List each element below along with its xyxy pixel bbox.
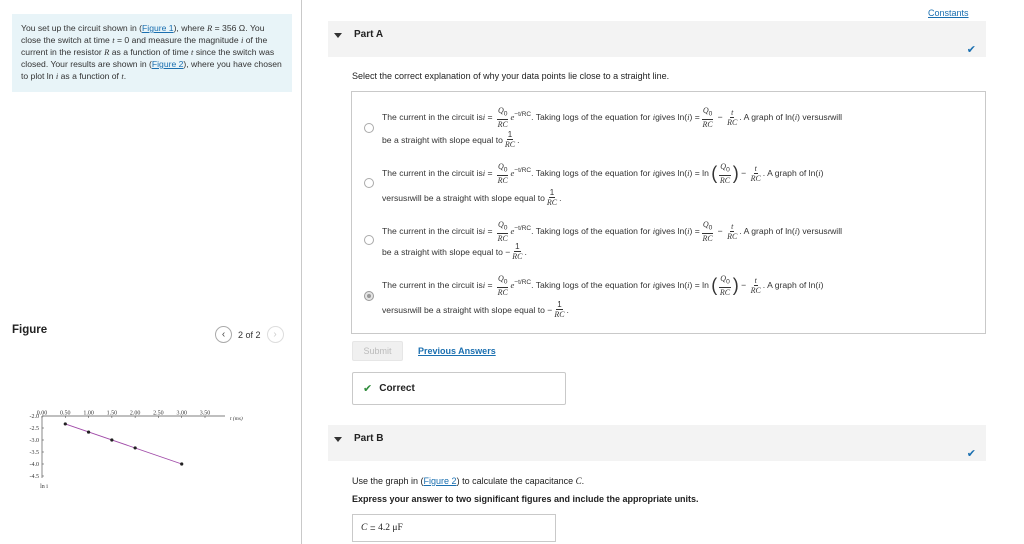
math-var: i bbox=[652, 168, 656, 179]
x-axis-label: t (ms) bbox=[230, 416, 243, 422]
feedback-text: Correct bbox=[379, 383, 415, 394]
var-c: C bbox=[361, 523, 368, 533]
math-num: 1 bbox=[507, 130, 513, 139]
figure-pager bbox=[215, 326, 284, 343]
math-num: 1 bbox=[549, 188, 555, 197]
y-axis-label: ln i bbox=[40, 484, 48, 490]
math-var: i bbox=[687, 168, 690, 179]
problem-text: of the current in the resistor bbox=[21, 35, 268, 57]
math-var: RC bbox=[497, 287, 508, 297]
question-text: ) to calculate the capacitance bbox=[456, 476, 576, 486]
radio-button[interactable] bbox=[364, 235, 374, 245]
figure-2-link[interactable]: Figure 2 bbox=[423, 476, 457, 486]
math-var: e bbox=[510, 226, 515, 237]
option-text: The current in the circuit is bbox=[382, 112, 483, 123]
option-text: will bbox=[830, 226, 843, 237]
var-t: t bbox=[121, 71, 124, 81]
math-var: RC bbox=[546, 198, 558, 207]
math-var: RC bbox=[497, 175, 508, 185]
math-var: i bbox=[818, 168, 821, 179]
data-point bbox=[180, 462, 183, 465]
y-tick-label: -2.5 bbox=[29, 426, 39, 432]
option-text: ) versus bbox=[797, 226, 828, 237]
math-var: RC bbox=[497, 233, 508, 243]
part-a-title: Part A bbox=[354, 29, 384, 40]
math-var: i bbox=[687, 112, 690, 123]
problem-text: as a function of bbox=[58, 71, 122, 81]
option-text: will be a straight with slope equal to bbox=[409, 192, 545, 203]
math-var: Q bbox=[497, 274, 504, 283]
fraction bbox=[497, 220, 508, 243]
math-var: RC bbox=[702, 119, 713, 129]
math-var: Q bbox=[720, 274, 727, 283]
math-var: t bbox=[731, 107, 734, 117]
math-sub: 0 bbox=[503, 166, 508, 174]
figure-1-link[interactable]: Figure 1 bbox=[142, 23, 174, 33]
math-var: RC bbox=[554, 310, 565, 319]
fraction bbox=[702, 106, 713, 129]
fraction bbox=[719, 274, 730, 297]
math-var: Q bbox=[497, 106, 504, 115]
y-tick-label: -4.0 bbox=[29, 462, 39, 468]
part-b-instruction: Express your answer to two significant figures and include the appropriate units. bbox=[352, 494, 699, 504]
math-var: i bbox=[652, 112, 656, 123]
option-text: gives ln( bbox=[655, 168, 688, 179]
math-var: t bbox=[827, 226, 831, 237]
option-text: . Taking logs of the equation for bbox=[531, 168, 651, 179]
option-text: ) bbox=[820, 168, 824, 179]
problem-text: . bbox=[123, 71, 127, 81]
math-var: RC bbox=[727, 231, 738, 241]
math-var: t bbox=[407, 192, 410, 203]
option-line: be a straight with slope equal to − $\frac{1}{RC}$ . bbox=[382, 242, 527, 261]
x-tick-label: 0.00 bbox=[36, 410, 48, 417]
fraction bbox=[547, 188, 557, 207]
option-text: ) bbox=[820, 280, 824, 291]
figure-2-link[interactable]: Figure 2 bbox=[151, 59, 184, 69]
option-text: be a straight with slope equal to bbox=[382, 134, 503, 145]
part-b-header[interactable] bbox=[328, 425, 986, 461]
x-tick-label: 1.50 bbox=[106, 410, 118, 417]
option-text: . A graph of ln( bbox=[739, 226, 795, 237]
constants-link[interactable]: Constants bbox=[928, 8, 969, 18]
radio-button[interactable] bbox=[364, 178, 374, 188]
math-var: t bbox=[407, 304, 410, 315]
chevron-right-icon[interactable]: › bbox=[267, 326, 284, 343]
part-a-question: Select the correct explanation of why your data points lie close to a straight line. bbox=[352, 71, 670, 81]
radio-button[interactable] bbox=[364, 123, 374, 133]
data-point bbox=[134, 446, 137, 449]
chevron-left-icon[interactable]: ‹ bbox=[215, 326, 232, 343]
figure-counter: 2 of 2 bbox=[238, 329, 261, 340]
part-b-title: Part B bbox=[354, 433, 384, 444]
y-tick-label: -2.0 bbox=[29, 414, 39, 420]
option-text: ) versus bbox=[797, 112, 828, 123]
math-var: RC bbox=[750, 285, 761, 295]
math-var: e bbox=[510, 112, 515, 123]
exponent: −t/RC bbox=[514, 166, 532, 174]
fraction bbox=[751, 164, 761, 183]
feedback-box bbox=[352, 372, 566, 405]
x-tick-label: 2.00 bbox=[129, 410, 141, 417]
option-line: The current in the circuit is i = $\frac{Q_0}{RC}$ e −t/RC . Taking logs of the equation for i gives ln( i ) = $\frac{Q_0}{RC}$ − $\frac{t}{RC}$ . A graph of ln( i ) versus t will bbox=[382, 220, 843, 243]
option-line: versus t will be a straight with slope equal to − $\frac{1}{RC}$ . bbox=[382, 300, 569, 319]
previous-answers-link[interactable]: Previous Answers bbox=[418, 346, 496, 356]
problem-text: = 0 and measure the magnitude bbox=[114, 35, 241, 45]
collapse-triangle-icon[interactable] bbox=[334, 437, 342, 442]
math-var: RC bbox=[504, 140, 516, 149]
math-var: i bbox=[794, 226, 798, 237]
math-var: RC bbox=[719, 287, 731, 297]
math-var: Q bbox=[702, 106, 709, 115]
var-r: R bbox=[104, 47, 110, 57]
option-line: The current in the circuit is i = $\frac{Q_0}{RC}$ e −t/RC . Taking logs of the equation for i gives ln( i ) = ln ( $\frac{Q_0}{RC}$ ) − $\frac{t}{RC}$ . A graph of ln( i ) bbox=[382, 274, 824, 297]
math-var: RC bbox=[727, 117, 738, 127]
option-text: . A graph of ln( bbox=[762, 280, 819, 291]
problem-pane bbox=[0, 0, 302, 544]
ln-i-vs-t-chart bbox=[20, 408, 270, 508]
fraction bbox=[512, 242, 522, 261]
math-var: e bbox=[510, 168, 515, 179]
fraction bbox=[727, 108, 737, 127]
math-var: t bbox=[754, 163, 757, 173]
math-var: t bbox=[827, 112, 831, 123]
math-var: RC bbox=[702, 233, 713, 243]
math-sub: 0 bbox=[708, 110, 713, 118]
y-tick-label: -4.5 bbox=[29, 474, 39, 480]
x-tick-label: 1.00 bbox=[83, 410, 94, 417]
math-var: i bbox=[687, 226, 690, 237]
option-text: gives ln( bbox=[655, 280, 688, 291]
math-sub: 0 bbox=[726, 278, 730, 286]
check-icon: ✔ bbox=[966, 448, 976, 460]
submit-button[interactable]: Submit bbox=[352, 341, 403, 361]
option-text: . A graph of ln( bbox=[739, 112, 795, 123]
option-text: . Taking logs of the equation for bbox=[531, 112, 651, 123]
option-text: be a straight with slope equal to − bbox=[382, 246, 511, 257]
answer-options bbox=[351, 91, 986, 334]
option-text: versus bbox=[382, 192, 408, 203]
math-num: 1 bbox=[557, 300, 562, 309]
math-var: Q bbox=[702, 220, 709, 229]
problem-text: as a function of time bbox=[109, 47, 192, 57]
fraction bbox=[497, 106, 508, 129]
fraction bbox=[497, 274, 508, 297]
fraction bbox=[727, 222, 737, 241]
option-text: gives ln( bbox=[655, 112, 688, 123]
option-text: . A graph of ln( bbox=[762, 168, 819, 179]
x-tick-label: 2.50 bbox=[153, 410, 164, 417]
math-var: RC bbox=[512, 252, 523, 261]
figure-label: Figure bbox=[12, 324, 48, 336]
question-text: . bbox=[581, 476, 585, 486]
math-var: i bbox=[652, 280, 656, 291]
math-sub: 0 bbox=[503, 278, 508, 286]
option-line: be a straight with slope equal to $\frac{1}{RC}$ . bbox=[382, 130, 520, 149]
math-var: i bbox=[482, 226, 486, 237]
math-var: RC bbox=[497, 119, 508, 129]
part-b-question bbox=[352, 476, 584, 486]
math-var: t bbox=[731, 221, 734, 231]
question-text: Use the graph in ( bbox=[352, 476, 424, 486]
data-point bbox=[110, 438, 113, 441]
var-i: i bbox=[55, 71, 59, 81]
problem-text: = 356 Ω. You close the switch at time bbox=[21, 23, 265, 45]
exponent: −t/RC bbox=[514, 110, 532, 118]
exponent: −t/RC bbox=[514, 278, 532, 286]
option-text: versus bbox=[382, 304, 408, 315]
fraction bbox=[505, 130, 515, 149]
problem-text: since the switch was closed. Your results are shown in ( bbox=[21, 47, 275, 69]
math-sub: 0 bbox=[503, 224, 508, 232]
x-tick-label: 3.50 bbox=[199, 410, 211, 417]
problem-statement bbox=[12, 14, 292, 92]
problem-text: You set up the circuit shown in ( bbox=[21, 23, 143, 33]
math-sub: 0 bbox=[503, 110, 508, 118]
option-text: ) = ln bbox=[689, 168, 709, 179]
x-tick-label: 3.00 bbox=[176, 410, 187, 417]
problem-text: ), where you have chosen to plot ln bbox=[21, 59, 282, 81]
math-var: i bbox=[482, 112, 486, 123]
option-text: ) = bbox=[689, 112, 700, 123]
option-line: versus t will be a straight with slope equal to $\frac{1}{RC}$ . bbox=[382, 188, 562, 207]
var-t: t bbox=[112, 35, 115, 45]
data-point bbox=[64, 422, 67, 425]
var-i: i bbox=[241, 35, 244, 45]
x-tick-label: 0.50 bbox=[60, 410, 71, 417]
answer-input[interactable] bbox=[352, 514, 556, 542]
fraction bbox=[497, 162, 508, 185]
option-line: The current in the circuit is i = $\frac{Q_0}{RC}$ e −t/RC . Taking logs of the equation for i gives ln( i ) = ln ( $\frac{Q_0}{RC}$ ) − $\frac{t}{RC}$ . A graph of ln( i ) bbox=[382, 162, 824, 185]
math-sub: 0 bbox=[726, 166, 730, 174]
option-text: . Taking logs of the equation for bbox=[531, 226, 651, 237]
math-var: t bbox=[754, 275, 757, 285]
option-text: gives ln( bbox=[655, 226, 688, 237]
math-var: i bbox=[482, 168, 486, 179]
math-var: RC bbox=[750, 173, 761, 183]
math-var: i bbox=[652, 226, 656, 237]
math-sub: 0 bbox=[708, 224, 713, 232]
option-text: The current in the circuit is bbox=[382, 226, 483, 237]
math-var: Q bbox=[497, 220, 504, 229]
math-var: Q bbox=[720, 162, 727, 171]
math-var: i bbox=[687, 280, 690, 291]
math-var: RC bbox=[719, 175, 731, 185]
check-icon: ✔ bbox=[363, 383, 373, 395]
series-line bbox=[65, 424, 181, 464]
radio-button-selected[interactable] bbox=[364, 291, 374, 301]
y-tick-label: -3.5 bbox=[29, 450, 39, 456]
collapse-triangle-icon[interactable] bbox=[334, 33, 342, 38]
var-t: t bbox=[191, 47, 194, 57]
math-var: i bbox=[818, 280, 821, 291]
option-text: will be a straight with slope equal to − bbox=[409, 304, 553, 315]
math-var: Q bbox=[497, 162, 504, 171]
option-line: The current in the circuit is i = $\frac{Q_0}{RC}$ e −t/RC . Taking logs of the equation for i gives ln( i ) = $\frac{Q_0}{RC}$ − $\frac{t}{RC}$ . A graph of ln( i ) versus t will bbox=[382, 106, 843, 129]
math-var: i bbox=[482, 280, 486, 291]
var-c: C bbox=[575, 476, 582, 486]
fraction bbox=[554, 300, 564, 319]
math-var: e bbox=[510, 280, 515, 291]
option-text: ) = ln bbox=[689, 280, 709, 291]
equals-sign: = bbox=[367, 522, 379, 534]
exponent: −t/RC bbox=[514, 224, 532, 232]
option-text: The current in the circuit is bbox=[382, 168, 483, 179]
fraction bbox=[702, 220, 713, 243]
option-text: ) = bbox=[689, 226, 700, 237]
fraction bbox=[751, 276, 761, 295]
fraction bbox=[719, 162, 730, 185]
option-text: will bbox=[830, 112, 843, 123]
math-var: i bbox=[794, 112, 798, 123]
option-text: The current in the circuit is bbox=[382, 280, 483, 291]
data-point bbox=[87, 430, 90, 433]
answer-value: 4.2 μF bbox=[378, 523, 403, 533]
var-r: R bbox=[207, 23, 213, 33]
check-icon: ✔ bbox=[966, 44, 976, 56]
math-num: 1 bbox=[515, 242, 520, 251]
option-text: . Taking logs of the equation for bbox=[531, 280, 651, 291]
y-tick-label: -3.0 bbox=[29, 438, 39, 444]
part-a-header[interactable] bbox=[328, 21, 986, 57]
problem-text: ), where bbox=[173, 23, 207, 33]
